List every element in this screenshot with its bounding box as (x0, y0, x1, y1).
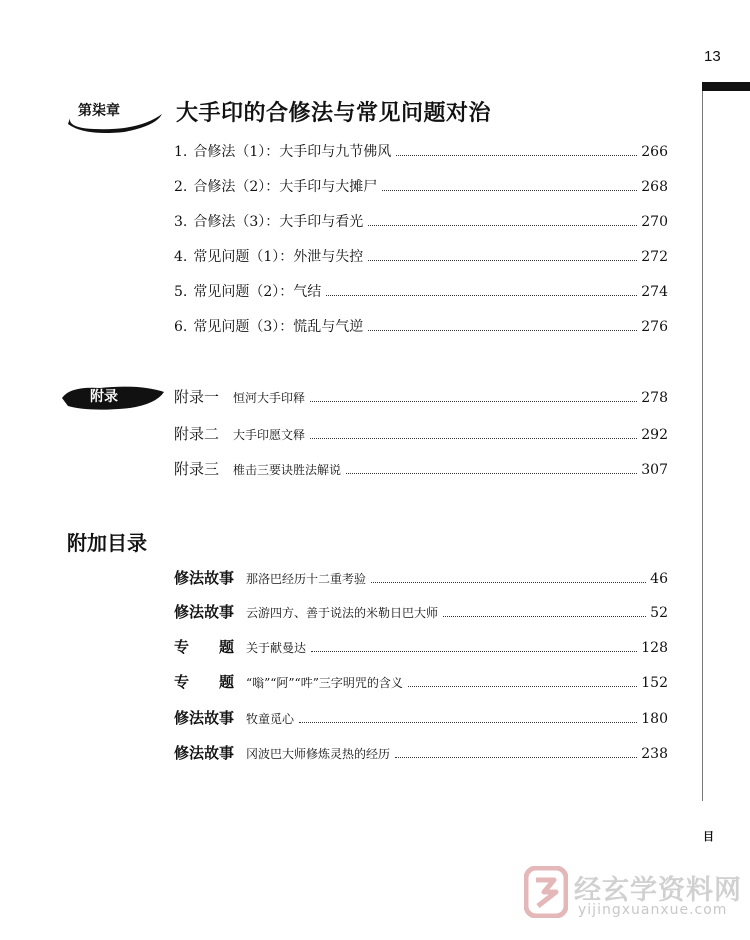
extra-entry-1[interactable] (174, 567, 668, 588)
dot-leader (443, 616, 646, 617)
extra-title: 冈波巴大师修炼灵热的经历 (246, 747, 391, 761)
extra-page: 152 (641, 675, 668, 691)
page-number: 13 (704, 48, 721, 65)
appendix-label: 附录一 (174, 388, 220, 406)
edge-rule (702, 91, 703, 801)
extra-entry-5[interactable] (174, 707, 668, 728)
toc-entry-title: 常见问题（1）：外泄与失控 (193, 249, 364, 265)
toc-entry-number: 5. (174, 284, 188, 300)
dot-leader (310, 401, 637, 402)
dot-leader (382, 190, 637, 191)
toc-entry-page: 268 (641, 179, 668, 195)
extra-entry-3[interactable] (174, 636, 668, 657)
extra-title: 云游四方、善于说法的米勒日巴大师 (246, 606, 439, 620)
toc-entry-page: 272 (641, 249, 668, 265)
dot-leader (395, 757, 637, 758)
appendix-badge-text: 附录 (90, 389, 118, 405)
toc-entry-page: 274 (641, 284, 668, 300)
extra-title: 那洛巴经历十二重考验 (246, 572, 367, 586)
dot-leader (346, 473, 637, 474)
toc-entry-title: 合修法（2）：大手印与大摊尸 (193, 179, 378, 195)
extra-section-title: 附加目录 (67, 531, 147, 555)
toc-entry-number: 3. (174, 214, 188, 230)
toc-entry-number: 2. (174, 179, 188, 195)
toc-entry-6[interactable] (174, 316, 668, 336)
dot-leader (310, 438, 637, 439)
appendix-page: 292 (641, 427, 668, 443)
toc-entry-5[interactable] (174, 281, 668, 301)
dot-leader (368, 260, 637, 261)
side-label: 目 (703, 831, 714, 843)
extra-label: 专 题 (174, 673, 235, 691)
watermark-text: 经玄学资料网 (574, 875, 742, 906)
toc-entry-2[interactable] (174, 176, 668, 196)
watermark-url: yijingxuanxue.com (578, 902, 728, 918)
dot-leader (408, 686, 637, 687)
toc-entry-4[interactable] (174, 246, 668, 266)
toc-entry-page: 266 (641, 144, 668, 160)
toc-entry-number: 4. (174, 249, 188, 265)
extra-label: 修法故事 (174, 569, 235, 587)
toc-entry-number: 6. (174, 319, 188, 335)
dot-leader (368, 330, 637, 331)
toc-entry-title: 合修法（3）：大手印与看光 (193, 214, 364, 230)
dot-leader (368, 225, 637, 226)
appendix-title: 椎击三要诀胜法解说 (233, 463, 342, 477)
extra-label: 修法故事 (174, 744, 235, 762)
watermark-logo-icon (524, 866, 568, 918)
edge-tab-bar (702, 82, 750, 91)
toc-entry-3[interactable] (174, 211, 668, 231)
appendix-page: 307 (641, 462, 668, 478)
extra-label: 修法故事 (174, 603, 235, 621)
toc-entry-title: 常见问题（3）：慌乱与气逆 (193, 319, 364, 335)
extra-entry-6[interactable] (174, 742, 668, 763)
toc-entry-title: 合修法（1）：大手印与九节佛风 (193, 144, 392, 160)
extra-page: 128 (641, 640, 668, 656)
dot-leader (396, 155, 637, 156)
extra-label: 专 题 (174, 638, 235, 656)
toc-entry-page: 276 (641, 319, 668, 335)
extra-title: 关于献曼达 (246, 641, 307, 655)
dot-leader (299, 722, 637, 723)
chapter-badge (64, 94, 168, 134)
extra-entry-4[interactable] (174, 671, 668, 692)
extra-entry-2[interactable] (174, 601, 668, 622)
dot-leader (371, 582, 646, 583)
appendix-title: 恒河大手印释 (233, 391, 306, 405)
extra-page: 238 (641, 746, 668, 762)
toc-entry-page: 270 (641, 214, 668, 230)
extra-title: 牧童觅心 (246, 712, 295, 726)
dot-leader (311, 651, 637, 652)
toc-entry-1[interactable] (174, 141, 668, 161)
extra-label: 修法故事 (174, 709, 235, 727)
extra-title: “嗡”“阿”“吽”三字明咒的含义 (246, 676, 403, 690)
appendix-entry-2[interactable] (174, 423, 668, 444)
appendix-title: 大手印愿文释 (233, 428, 306, 442)
appendix-entry-1[interactable] (174, 386, 668, 407)
toc-entry-number: 1. (174, 144, 188, 160)
toc-entry-title: 常见问题（2）：气结 (193, 284, 322, 300)
extra-page: 52 (650, 605, 668, 621)
extra-page: 180 (641, 711, 668, 727)
appendix-label: 附录三 (174, 460, 220, 478)
appendix-badge (60, 382, 166, 412)
appendix-label: 附录二 (174, 425, 220, 443)
chapter-badge-text: 第柒章 (78, 103, 120, 119)
chapter-title: 大手印的合修法与常见问题对治 (176, 101, 492, 126)
extra-page: 46 (650, 571, 668, 587)
appendix-entry-3[interactable] (174, 458, 668, 479)
dot-leader (326, 295, 637, 296)
appendix-page: 278 (641, 390, 668, 406)
